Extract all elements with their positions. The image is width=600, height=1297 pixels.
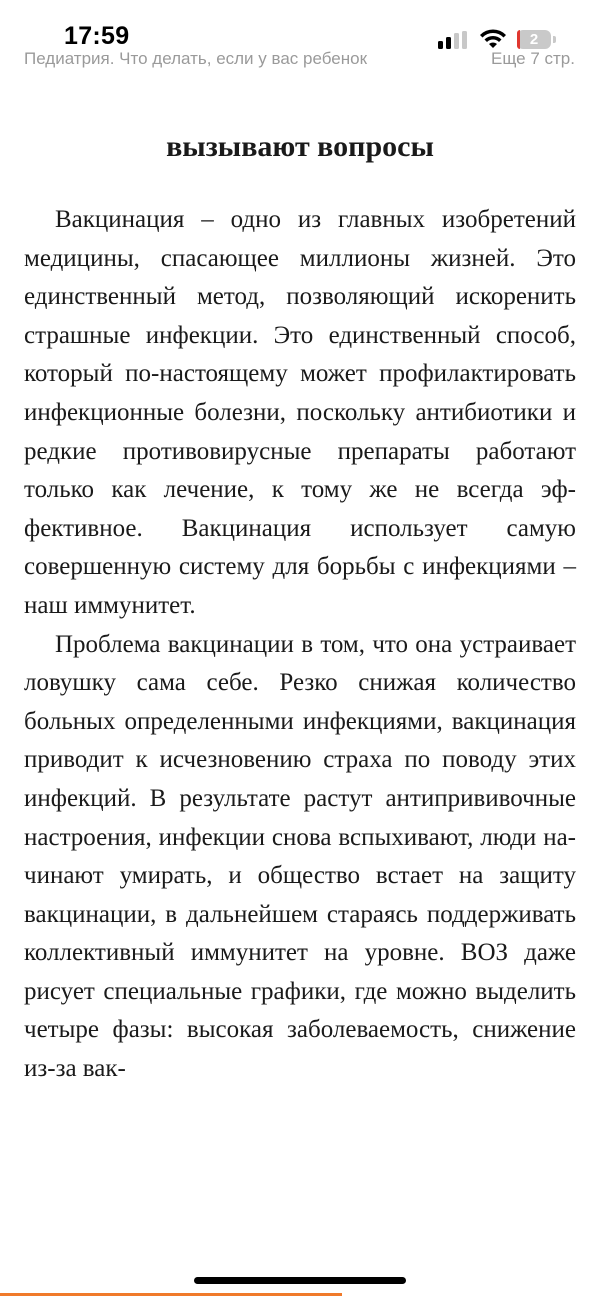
- paragraph: Вакцинация – одно из главных изобретений медицины, спасающее миллионы жизней. Это единственный метод, позволяющий искоренить страшные инфекции. Это единственный способ, который по-настоящему может профилактировать инфекционные болезни, поскольку антибиотики и редкие противовирусные препараты работают только как лечение, к тому же не всегда эффективное. Вакцинация использует самую совершенную систему для борьбы с инфекциями – наш иммунитет.: [24, 206, 576, 619]
- clock: 17:59: [64, 22, 130, 50]
- reading-page[interactable]: [24, 201, 576, 1089]
- pages-left-indicator: Еще 7 стр.: [491, 49, 575, 68]
- chapter-heading: вызывают вопросы: [166, 130, 434, 163]
- book-title: Педиатрия. Что делать, если у вас ребенок: [24, 49, 368, 68]
- reading-progress-bar: [0, 1293, 600, 1296]
- reading-progress-fill: [0, 1293, 342, 1296]
- battery-cap: [553, 36, 556, 43]
- status-bar: [0, 0, 600, 50]
- book-header[interactable]: [0, 46, 600, 72]
- battery-percentage: 2: [529, 31, 539, 48]
- home-indicator[interactable]: [194, 1277, 406, 1284]
- paragraph: Проблема вакцинации в том, что она устраивает ловушку сама себе. Резко снижая количество больных определенными инфекциями, вакцинация приводит к исчезновению страха по поводу этих инфекций. В результате растут антипрививочные настроения, инфекции снова вспыхивают, люди начинают умирать, и общество встает на защиту вакцинации, в дальнейшем стараясь поддерживать коллективный иммунитет на уровне. ВОЗ даже рисует специальные графики, где можно выделить четыре фазы: высокая заболеваемость, снижение из-за вак-: [24, 630, 576, 1083]
